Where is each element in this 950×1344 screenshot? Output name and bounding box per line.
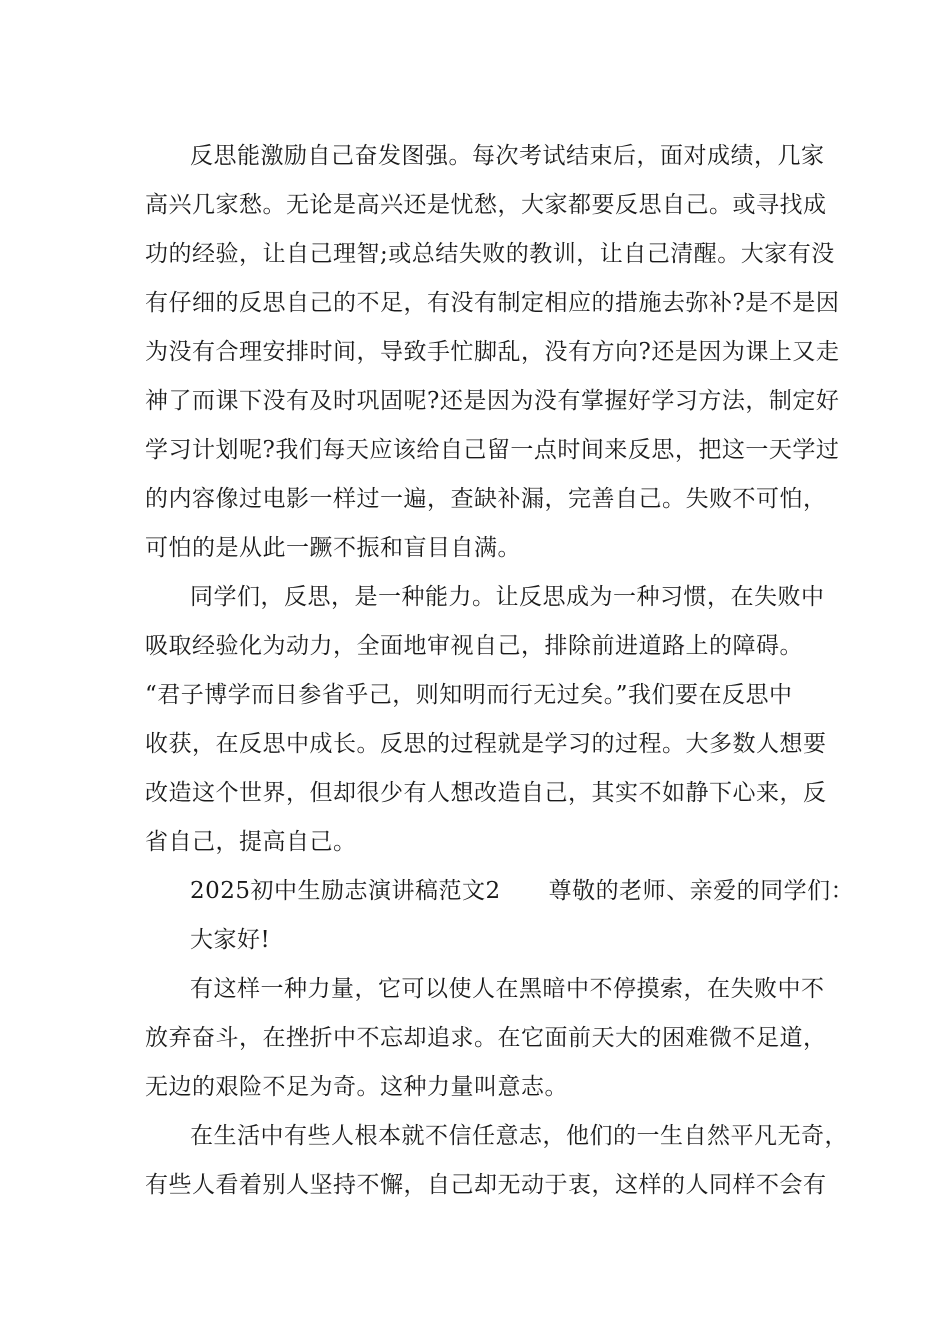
text-line: 同学们，反思，是一种能力。让反思成为一种习惯，在失败中 [190,584,825,610]
text-line: 可怕的是从此一蹶不振和盲目自满。 [145,535,521,561]
text-line: 在生活中有些人根本就不信任意志，他们的一生自然平凡无奇， [190,1123,848,1149]
text-line: 功的经验，让自己理智;或总结失败的教训，让自己清醒。大家有没 [145,241,835,267]
greeting-line: 大家好! [190,927,271,953]
text-line: 的内容像过电影一样过一遍，查缺补漏，完善自己。失败不可怕， [145,486,827,512]
text-line: 省自己，提高自己。 [145,829,357,855]
text-line: 有些人看着别人坚持不懈，自己却无动于衷，这样的人同样不会有 [145,1172,827,1198]
text-line: 有仔细的反思自己的不足，有没有制定相应的措施去弥补?是不是因 [145,290,840,316]
speech-title: 2025初中生励志演讲稿范文2 [190,878,501,904]
document-body [145,132,855,1210]
text-line: 为没有合理安排时间，导致手忙脚乱，没有方向?还是因为课上又走 [145,339,840,365]
text-line: 收获，在反思中成长。反思的过程就是学习的过程。大多数人想要 [145,731,827,757]
paragraph-reflection-ability [145,573,825,867]
paragraph-reflection-motivation [145,132,840,573]
text-line: 高兴几家愁。无论是高兴还是忧愁，大家都要反思自己。或寻找成 [145,192,827,218]
text-line: 有这样一种力量，它可以使人在黑暗中不停摸索，在失败中不 [190,976,825,1002]
heading-line [145,867,855,916]
paragraph-willpower-definition [145,965,825,1112]
salutation: 尊敬的老师、亲爱的同学们： [548,878,855,904]
text-line: 吸取经验化为动力，全面地审视自己，排除前进道路上的障碍。 [145,633,803,659]
text-line: “君子博学而日参省乎己，则知明而行无过矣。”我们要在反思中 [145,682,793,708]
paragraph-willpower-life [145,1112,848,1210]
text-line: 放弃奋斗，在挫折中不忘却追求。在它面前天大的困难微不足道， [145,1025,827,1051]
section-heading [145,867,855,916]
text-line: 学习计划呢?我们每天应该给自己留一点时间来反思，把这一天学过 [145,437,840,463]
paragraph-greeting [145,916,825,965]
text-line: 无边的艰险不足为奇。这种力量叫意志。 [145,1074,568,1100]
text-line: 反思能激励自己奋发图强。每次考试结束后，面对成绩，几家 [190,143,825,169]
text-line: 改造这个世界，但却很少有人想改造自己，其实不如静下心来，反 [145,780,827,806]
text-line: 神了而课下没有及时巩固呢?还是因为没有掌握好学习方法，制定好 [145,388,840,414]
